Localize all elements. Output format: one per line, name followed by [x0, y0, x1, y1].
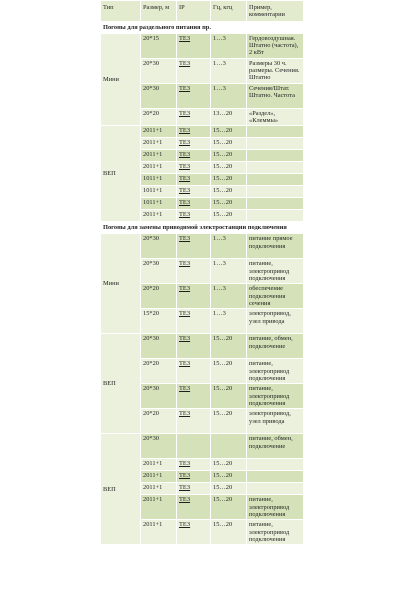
freq-cell: 15…20	[211, 174, 247, 186]
ip-cell: ТЕЗ	[177, 84, 211, 109]
size-cell: 2011+1	[141, 459, 177, 471]
ip-cell: ТЕЗ	[177, 520, 211, 545]
section-row	[101, 22, 304, 34]
ip-cell: ТЕЗ	[177, 409, 211, 434]
comment-cell	[247, 186, 304, 198]
freq-cell: 15…20	[211, 359, 247, 384]
freq-cell: 15…20	[211, 210, 247, 222]
ip-cell: ТЕЗ	[177, 459, 211, 471]
spec-document	[100, 0, 303, 545]
freq-cell: 15…20	[211, 471, 247, 483]
spec-table	[100, 0, 304, 545]
comment-cell: питание, электропривод подключения	[247, 259, 304, 284]
comment-cell: питание, электропривод подключения	[247, 495, 304, 520]
size-cell: 20*20	[141, 284, 177, 309]
freq-cell: 1…3	[211, 234, 247, 259]
comment-cell: электропривод, узел привода	[247, 409, 304, 434]
size-cell: 20*30	[141, 434, 177, 459]
ip-cell: ТЕЗ	[177, 259, 211, 284]
comment-cell: питание, обмен, подключение	[247, 434, 304, 459]
freq-cell: 15…20	[211, 520, 247, 545]
size-cell: 1011+1	[141, 174, 177, 186]
type-cell: ВЕП	[101, 126, 141, 222]
table-row	[101, 34, 304, 59]
size-cell: 2011+1	[141, 483, 177, 495]
type-cell: Мини	[101, 34, 141, 126]
comment-cell: «Раздел», «Клеммы»	[247, 109, 304, 126]
header-ip: IP	[177, 1, 211, 22]
header-comment: Пример, комментарии	[247, 1, 304, 22]
ip-cell: ТЕЗ	[177, 138, 211, 150]
ip-cell: ТЕЗ	[177, 234, 211, 259]
size-cell: 20*20	[141, 109, 177, 126]
ip-cell: ТЕЗ	[177, 309, 211, 334]
freq-cell: 1…3	[211, 34, 247, 59]
freq-cell: 1…3	[211, 309, 247, 334]
size-cell: 2011+1	[141, 126, 177, 138]
comment-cell: питание, электропривод подключения	[247, 520, 304, 545]
comment-cell: Сечения/Штат. Штатно. Частота	[247, 84, 304, 109]
comment-cell	[247, 174, 304, 186]
comment-cell: питание, обмен, подключение	[247, 334, 304, 359]
freq-cell: 13…20	[211, 109, 247, 126]
freq-cell: 15…20	[211, 409, 247, 434]
freq-cell: 15…20	[211, 186, 247, 198]
comment-cell	[247, 198, 304, 210]
size-cell: 20*30	[141, 59, 177, 84]
freq-cell: 15…20	[211, 384, 247, 409]
size-cell: 20*20	[141, 359, 177, 384]
comment-cell	[247, 126, 304, 138]
freq-cell: 15…20	[211, 495, 247, 520]
freq-cell: 15…20	[211, 138, 247, 150]
ip-cell: ТЕЗ	[177, 495, 211, 520]
freq-cell: 15…20	[211, 459, 247, 471]
size-cell: 20*30	[141, 84, 177, 109]
ip-cell: ТЕЗ	[177, 198, 211, 210]
freq-cell	[211, 434, 247, 459]
freq-cell: 1…3	[211, 284, 247, 309]
comment-cell: питание, электропривод подключения	[247, 384, 304, 409]
size-cell: 20*30	[141, 259, 177, 284]
ip-cell: ТЕЗ	[177, 109, 211, 126]
size-cell: 20*20	[141, 409, 177, 434]
size-cell: 1011+1	[141, 186, 177, 198]
size-cell: 2011+1	[141, 495, 177, 520]
comment-cell: Размеры 30 ч. размеры. Сечения. Штатно	[247, 59, 304, 84]
size-cell: 20*30	[141, 334, 177, 359]
ip-cell: ТЕЗ	[177, 359, 211, 384]
size-cell: 2011+1	[141, 138, 177, 150]
comment-cell: обеспечение подключения сечения	[247, 284, 304, 309]
ip-cell: ТЕЗ	[177, 384, 211, 409]
size-cell: 2011+1	[141, 210, 177, 222]
size-cell: 2011+1	[141, 162, 177, 174]
freq-cell: 15…20	[211, 483, 247, 495]
ip-cell: ТЕЗ	[177, 210, 211, 222]
size-cell: 15*20	[141, 309, 177, 334]
freq-cell: 1…3	[211, 59, 247, 84]
header-row	[101, 1, 304, 22]
table-row	[101, 126, 304, 138]
ip-cell: ТЕЗ	[177, 34, 211, 59]
ip-cell: ТЕЗ	[177, 126, 211, 138]
freq-cell: 15…20	[211, 334, 247, 359]
ip-cell	[177, 434, 211, 459]
type-cell: ВЕП	[101, 334, 141, 434]
size-cell: 2011+1	[141, 520, 177, 545]
comment-cell	[247, 210, 304, 222]
comment-cell: питание, электропривод подключения	[247, 359, 304, 384]
table-row	[101, 334, 304, 359]
header-type: Тип	[101, 1, 141, 22]
ip-cell: ТЕЗ	[177, 59, 211, 84]
ip-cell: ТЕЗ	[177, 483, 211, 495]
ip-cell: ТЕЗ	[177, 186, 211, 198]
ip-cell: ТЕЗ	[177, 174, 211, 186]
size-cell: 2011+1	[141, 471, 177, 483]
section-row	[101, 222, 304, 234]
comment-cell: электропривод, узел привода	[247, 309, 304, 334]
comment-cell	[247, 138, 304, 150]
freq-cell: 15…20	[211, 126, 247, 138]
type-cell: ВЕП	[101, 434, 141, 545]
comment-cell	[247, 162, 304, 174]
freq-cell: 15…20	[211, 198, 247, 210]
table-row	[101, 434, 304, 459]
header-size: Размер, м	[141, 1, 177, 22]
comment-cell	[247, 471, 304, 483]
freq-cell: 1…3	[211, 259, 247, 284]
comment-cell	[247, 150, 304, 162]
header-freq: Гц, кгц	[211, 1, 247, 22]
freq-cell: 15…20	[211, 162, 247, 174]
freq-cell: 1…3	[211, 84, 247, 109]
size-cell: 1011+1	[141, 198, 177, 210]
table-body	[101, 22, 304, 545]
freq-cell: 15…20	[211, 150, 247, 162]
section-title: Погоны для замены приводимой электростанции подключения	[101, 222, 304, 234]
ip-cell: ТЕЗ	[177, 150, 211, 162]
ip-cell: ТЕЗ	[177, 471, 211, 483]
size-cell: 20*30	[141, 384, 177, 409]
ip-cell: ТЕЗ	[177, 162, 211, 174]
size-cell: 20*30	[141, 234, 177, 259]
comment-cell: питание прямое подключения	[247, 234, 304, 259]
ip-cell: ТЕЗ	[177, 334, 211, 359]
ip-cell: ТЕЗ	[177, 284, 211, 309]
comment-cell: Гердовоздушная. Штатно (частота), 2 кВт	[247, 34, 304, 59]
type-cell: Мини	[101, 234, 141, 334]
comment-cell	[247, 483, 304, 495]
section-title: Погоны для раздельного питания пр.	[101, 22, 304, 34]
size-cell: 2011+1	[141, 150, 177, 162]
comment-cell	[247, 459, 304, 471]
table-row	[101, 234, 304, 259]
size-cell: 20*15	[141, 34, 177, 59]
